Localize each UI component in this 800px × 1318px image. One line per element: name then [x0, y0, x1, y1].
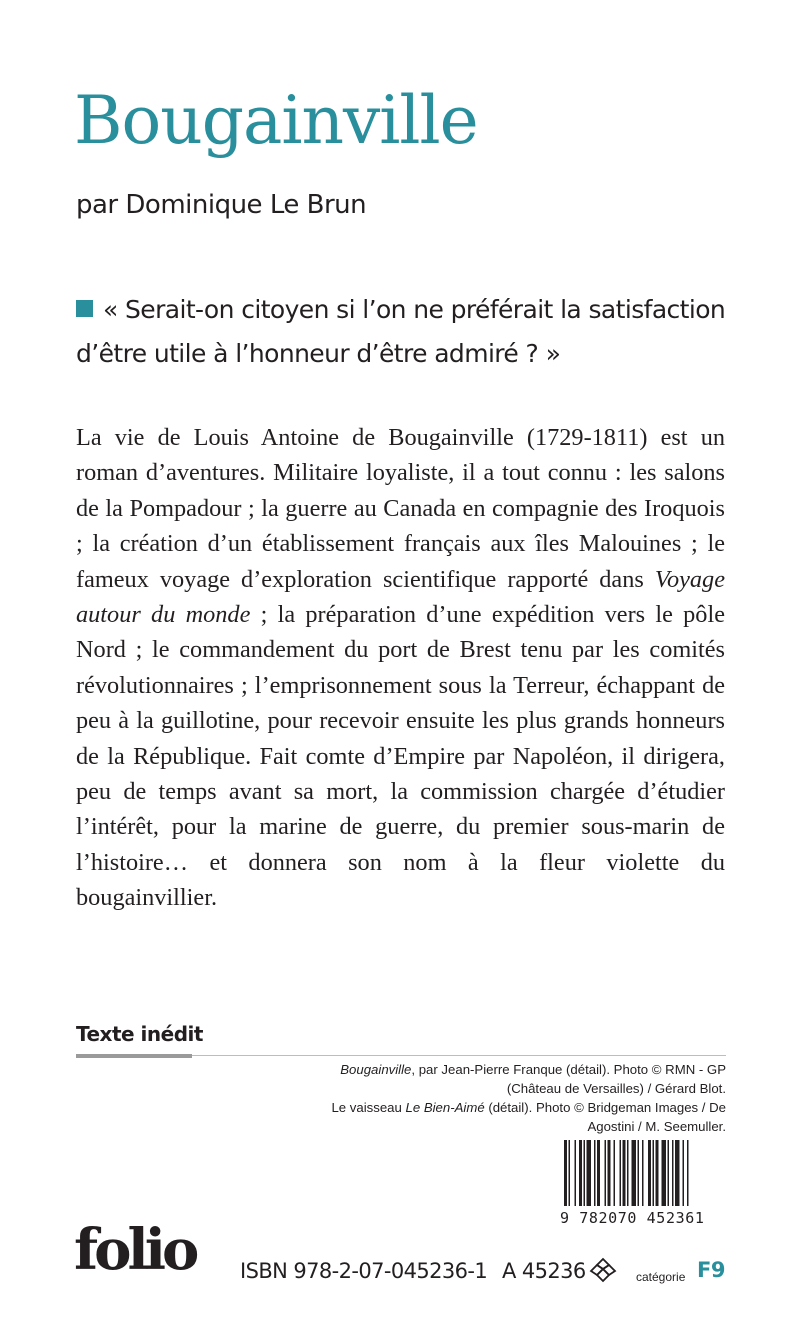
publisher-logo: folio [74, 1217, 196, 1283]
texte-inedit-label: Texte inédit [76, 1022, 203, 1046]
barcode-bar [662, 1140, 667, 1206]
barcode-bar [632, 1140, 637, 1206]
barcode-bar [620, 1140, 622, 1206]
blurb [76, 420, 725, 916]
barcode-bar [627, 1140, 629, 1206]
barcode-bar [675, 1140, 680, 1206]
blurb-part-2: ; la préparation d’une expédition vers le pôle Nord ; le commandement du port de Brest tenu par les comités révolutionnaires ; l’emprisonnement sous la Terreur, échappant de peu à la guillotine, pour recevoir ensuite les plus grands honneurs de la République. Fait comte d’Empire par Napoléon, il dirigera, peu de temps avant sa mort, la commission chargée d’étudier l’intérêt, pour la marine de guerre, du premier sous-marin de l’histoire… et donnera son nom à la fleur violette du bougainvillier. [76, 601, 725, 912]
barcode-bar [608, 1140, 611, 1206]
inedit-rule [76, 1054, 192, 1058]
barcode-bar [569, 1140, 571, 1206]
barcode-bar [605, 1140, 607, 1206]
categorie-label: catégorie [636, 1270, 686, 1284]
barcode-bars [560, 1140, 728, 1206]
book-title: Bougainville [74, 82, 478, 159]
barcode-bar [683, 1140, 685, 1206]
barcode-bar [594, 1140, 596, 1206]
barcode-bar [653, 1140, 655, 1206]
book-author: par Dominique Le Brun [76, 190, 367, 220]
blurb-part-1: La vie de Louis Antoine de Bougainville (1729-1811) est un roman d’aventures. Militaire loyaliste, il a tout connu : les salons de la Pompadour ; la guerre au Canada en compagnie des Iroquois ; la création d’un établissement français aux îles Malouines ; le fameux voyage d’exploration scientifique rapporté dans [76, 424, 725, 593]
barcode-bar [579, 1140, 582, 1206]
barcode-bar [623, 1140, 626, 1206]
barcode-bar [597, 1140, 600, 1206]
barcode-bar [668, 1140, 670, 1206]
barcode-bar [642, 1140, 644, 1206]
barcode-bar [564, 1140, 567, 1206]
blurb-italic-title: Voyage autour du monde [76, 565, 725, 629]
barcode-bar [672, 1140, 674, 1206]
teal-square-icon [76, 300, 93, 317]
pull-quote-text: « Serait-on citoyen si l’on ne préférait la satisfaction d’être utile à l’honneur d’être admiré ? » [76, 295, 726, 368]
categorie-code: F9 [697, 1258, 725, 1282]
barcode-bar [575, 1140, 577, 1206]
barcode-bar [648, 1140, 651, 1206]
folio-flower-mark-icon [588, 1256, 618, 1284]
isbn: ISBN 978-2-07-045236-1 [240, 1259, 488, 1283]
pull-quote [76, 288, 736, 376]
barcode-number: 9 782070 452361 [560, 1209, 705, 1227]
barcode-bar [638, 1140, 640, 1206]
photo-credits [306, 1060, 726, 1136]
catalog-number: A 45236 [502, 1259, 586, 1283]
inedit-rule-extension [192, 1055, 726, 1056]
blurb-paragraph [76, 420, 725, 916]
barcode-bar [584, 1140, 586, 1206]
barcode-bar [687, 1140, 689, 1206]
credit-line-1: Bougainville, par Jean-Pierre Franque (détail). Photo © RMN - GP (Château de Versailles) / Gérard Blot. [340, 1062, 726, 1096]
credit-line-2: Le vaisseau Le Bien-Aimé (détail). Photo © Bridgeman Images / De Agostini / M. Seemuller. [331, 1100, 726, 1134]
barcode-bar [656, 1140, 659, 1206]
barcode-bar [587, 1140, 592, 1206]
barcode-bar [614, 1140, 616, 1206]
